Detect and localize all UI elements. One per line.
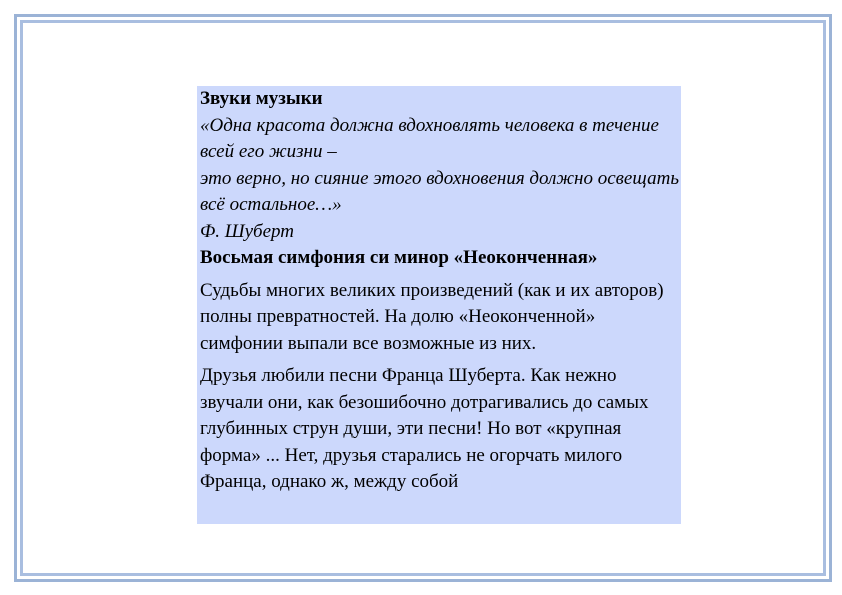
document-subheading: Восьмая симфония си минор «Неоконченная» [200, 247, 598, 268]
paragraph-1: Судьбы многих великих произведений (как и их авторов) полны превратностей. На долю «Неоконченной» симфонии выпали все возможные из них. [200, 279, 664, 354]
quote-line-2: это верно, но сияние этого вдохновения должно освещать всё остальное…» [200, 167, 679, 215]
quote-line-1: «Одна красота должна вдохновлять человека в течение всей его жизни – [200, 114, 659, 162]
paragraph-2: Друзья любили песни Франца Шуберта. Как нежно звучали они, как безошибочно дотрагивались до самых глубинных струн души, эти песни! Но вот «крупная форма» ... Нет, друзья старались не огорчать милого Франца, однако ж, между собой [200, 365, 649, 492]
quote-author: Ф. Шуберт [200, 220, 294, 242]
document-heading: Звуки музыки [200, 88, 323, 109]
text-box [197, 86, 681, 524]
